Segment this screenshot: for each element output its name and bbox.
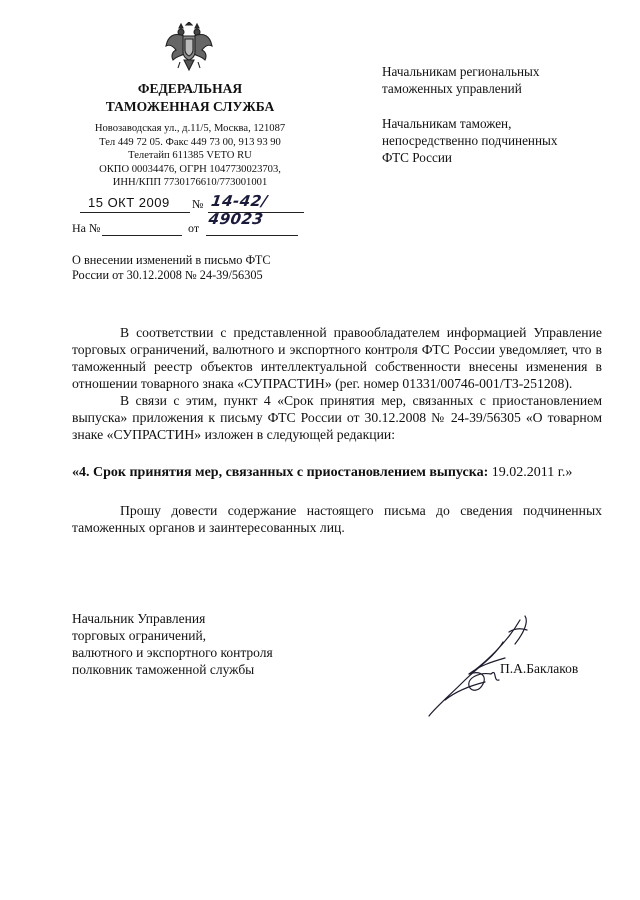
amended-clause-bold: «4. Срок принятия мер, связанных с приостановлением выпуска:	[72, 465, 489, 480]
signer-title-line: валютного и экспортного контроля	[72, 645, 273, 660]
organization-name-line: ФЕДЕРАЛЬНАЯ	[137, 81, 243, 96]
registration-number-label: №	[192, 197, 204, 211]
double-headed-eagle-emblem-icon	[164, 22, 214, 74]
addressee-regional-departments	[382, 63, 622, 97]
amended-clause-date: 19.02.2011 г.»	[488, 465, 573, 480]
organization-name	[70, 80, 310, 116]
signer-title-line: торговых ограничений,	[72, 628, 207, 643]
inn-kpp-line: ИНН/КПП 7730176610/773001001	[112, 177, 268, 188]
underline	[206, 235, 298, 236]
addressee-block	[382, 63, 622, 184]
body-paragraph-2: В связи с этим, пункт 4 «Срок принятия мер, связанных с приостановлением выпуска» приложения к письму ФТС России от 30.12.2008 № 24-39/56305 «О товарном знаке «СУПРАСТИН» изложен в следующей редакции:	[72, 393, 602, 442]
incoming-reference-line	[72, 221, 312, 241]
addressee-line: Начальникам таможен,	[382, 116, 512, 131]
addressee-customs-heads	[382, 115, 622, 166]
underline	[102, 235, 182, 236]
addressee-line: таможенных управлений	[382, 81, 522, 96]
incoming-from-label: от	[188, 221, 200, 235]
addressee-line: ФТС России	[382, 150, 452, 165]
addressee-line: непосредственно подчиненных	[382, 133, 558, 148]
organization-contact-info	[70, 122, 310, 190]
registration-date-stamp: 15 ОКТ 2009	[88, 195, 170, 210]
body-paragraph-1: В соответствии с представленной правообладателем информацией Управление торговых ограничений, валютного и экспортного контроля ФТС России уведомляет, что в таможенный реестр объектов интеллектуальной собственности внесены изменения в отношении товарного знака «СУПРАСТИН» (рег. номер 01331/00746-001/ТЗ-251208).	[72, 325, 602, 391]
subject-line: О внесении изменений в письмо ФТС	[72, 253, 271, 267]
teletype-line: Телетайп 611385 VETO RU	[128, 150, 252, 161]
organization-name-line: ТАМОЖЕННАЯ СЛУЖБА	[105, 99, 275, 114]
phone-fax-line: Тел 449 72 05. Факс 449 73 00, 913 93 90	[99, 136, 281, 148]
body-paragraph-3	[72, 464, 602, 481]
letter-body	[72, 324, 602, 536]
body-paragraph-4: Прошу довести содержание настоящего письма до сведения подчиненных таможенных органов и заинтересованных лиц.	[72, 503, 602, 535]
signer-title-line: Начальник Управления	[72, 611, 206, 626]
address-line: Новозаводская ул., д.11/5, Москва, 121087	[94, 123, 286, 134]
underline	[80, 212, 190, 213]
okpo-ogrn-line: ОКПО 00034476, ОГРН 1047730023703,	[99, 163, 281, 175]
letter-subject	[72, 253, 332, 283]
addressee-line: Начальникам региональных	[382, 64, 540, 79]
subject-line: России от 30.12.2008 № 24-39/56305	[72, 268, 263, 282]
registration-number-handwritten: 14-42/ 49023	[207, 192, 269, 228]
signer-title	[72, 610, 352, 678]
signer-title-line: полковник таможенной службы	[72, 662, 255, 677]
signer-name: П.А.Баклаков	[500, 661, 579, 676]
underline	[208, 212, 304, 213]
incoming-number-label: На №	[72, 221, 101, 235]
